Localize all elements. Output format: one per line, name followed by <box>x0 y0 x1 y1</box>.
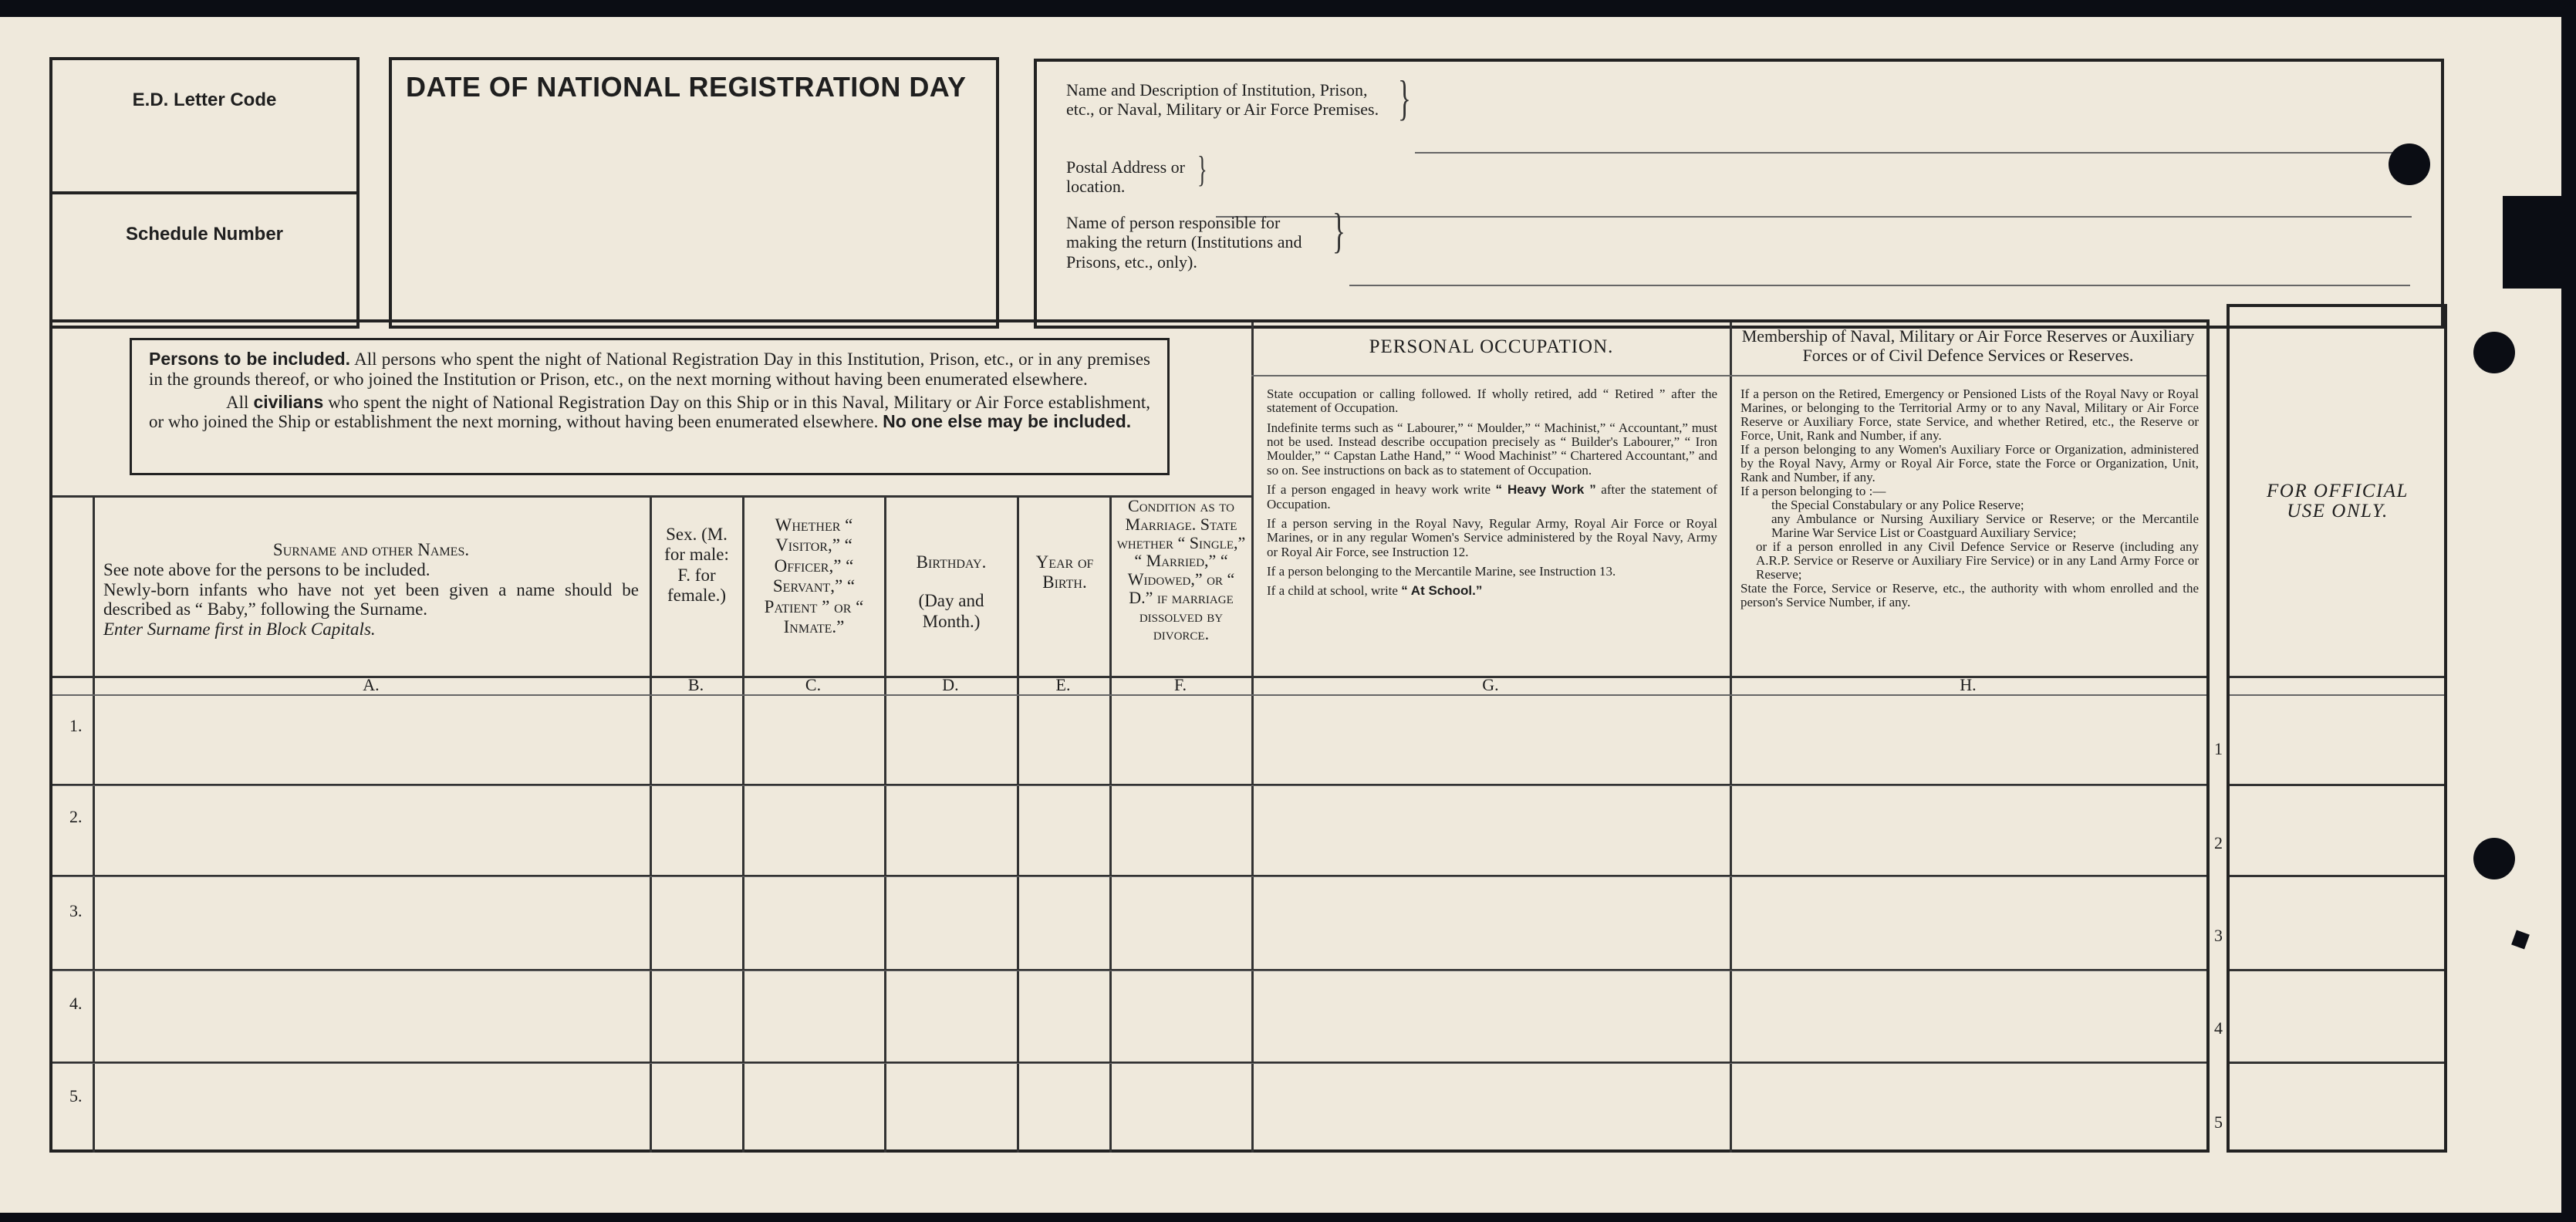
col-a-header: Surname and other Names. See note above for the persons to be included. Newly-born infants who have not yet been given a name should be described as “ Baby,” following the Surname. Enter Surname first in Block Capitals. <box>103 540 639 639</box>
col-h-letter: H. <box>1960 675 1977 694</box>
row-number-5: 5. <box>69 1086 83 1106</box>
date-box[interactable] <box>389 57 999 329</box>
punch-hole-lower-right <box>2473 838 2515 879</box>
col-f-letter: F. <box>1174 675 1187 694</box>
institution-box: Name and Description of Institution, Prison, etc., or Naval, Military or Air Force Premises. } Postal Address or location. } Name of person responsible for making the return (Institutions and Prisons, etc., only). } <box>1034 59 2444 329</box>
table-row[interactable] <box>94 878 2205 967</box>
instructions-paragraph-2: All civilians who spent the night of National Registration Day on this Ship or in this Naval, Military or Air Force establishment, or who joined the Ship or establishment the next morning, without having been enumerated elsewhere. No one else may be included. <box>149 391 1150 432</box>
row-number-2: 2. <box>69 807 83 826</box>
col-g-letter: G. <box>1482 675 1499 694</box>
col-g-instructions: State occupation or calling followed. If wholly retired, add “ Retired ” after the statement of Occupation. Indefinite terms such as “ Labourer,” “ Moulder,” “ Machinist,” “ Accountant,” must not be used. Instead describe occupation precisely as “ Builder's Labourer,” “ Iron Moulder,” “ Capstan Lathe Hand,” “ Wood Machinist” “ Chartered Accountant,” and so on. See instructions on back as to statement of Occupation. If a person engaged in heavy work write “ Heavy Work ” after the statement of Occupation. If a person serving in the Royal Navy, Regular Army, Royal Air Force or Royal Marines, or in any regular Women's Service administered by the Royal Navy, Army or Royal Air Force, see Instruction 12. If a person belonging to the Mercantile Marine, see Instruction 13. If a child at school, write “ At School.” <box>1267 387 1718 599</box>
punch-hole-upper-right <box>2473 332 2515 373</box>
col-f-header: Condition as to Marriage. State whether “ Single,” “ Married,” “ Widowed,” or “ D.” if marriage dissolved by divorce. <box>1116 496 1246 644</box>
official-use-label: FOR OFFICIAL USE ONLY. <box>2267 481 2409 522</box>
punch-hole-top <box>2389 143 2430 185</box>
binding-tab <box>2503 196 2561 289</box>
col-d-header: Birthday. (Day and Month.) <box>916 552 987 631</box>
ed-letter-code-label: E.D. Letter Code <box>132 89 277 110</box>
col-e-letter: E. <box>1055 675 1071 694</box>
official-use-box <box>2227 304 2447 1153</box>
row-number-4: 4. <box>69 994 83 1013</box>
form-sheet <box>0 17 2561 1213</box>
row-number-3: 3. <box>69 901 83 920</box>
postal-label: Postal Address or location. <box>1066 157 1185 197</box>
institution-entry-line[interactable] <box>1415 152 2410 154</box>
schedule-number-label: Schedule Number <box>125 224 284 245</box>
col-b-header: Sex. (M. for male: F. for female.) <box>664 525 729 606</box>
col-d-letter: D. <box>942 675 959 694</box>
responsible-label: Name of person responsible for making the return (Institutions and Prisons, etc., only). <box>1066 213 1302 272</box>
instructions-box <box>130 338 1170 475</box>
responsible-entry-line[interactable] <box>1349 285 2410 286</box>
persons-included-heading: Persons to be included. <box>149 349 351 369</box>
col-b-letter: B. <box>687 675 704 694</box>
official-row-4: 4 <box>2214 1018 2223 1038</box>
official-row-5: 5 <box>2214 1112 2223 1132</box>
col-c-letter: C. <box>805 675 822 694</box>
main-table <box>49 319 2210 1153</box>
col-g-title: PERSONAL OCCUPATION. <box>1369 336 1614 357</box>
col-e-header: Year of Birth. <box>1035 552 1094 592</box>
official-row-2: 2 <box>2214 833 2223 852</box>
ed-letter-code-box <box>49 57 360 329</box>
binding-notch <box>2511 930 2530 950</box>
official-row-1: 1 <box>2214 739 2223 758</box>
col-a-letter: A. <box>363 675 380 694</box>
institution-label: Name and Description of Institution, Prison, etc., or Naval, Military or Air Force Premises. <box>1066 80 1379 120</box>
official-row-3: 3 <box>2214 926 2223 945</box>
row-number-1: 1. <box>69 716 83 735</box>
date-title: DATE OF NATIONAL REGISTRATION DAY <box>406 71 967 103</box>
table-row[interactable] <box>94 697 2205 782</box>
table-row[interactable] <box>94 972 2205 1060</box>
no-one-else-note: No one else may be included. <box>883 411 1132 432</box>
table-row[interactable] <box>94 1065 2205 1149</box>
instructions-paragraph-1: Persons to be included. All persons who spent the night of National Registration Day in this Institution, Prison, etc., or in any premises in the grounds thereof, or who joined the Institution or Prison, etc., on the next morning without having been enumerated elsewhere. <box>149 349 1150 389</box>
col-c-header: Whether “ Visitor,” “ Officer,” “ Servant,” “ Patient ” or “ Inmate.” <box>764 515 864 637</box>
postal-entry-line[interactable] <box>1216 216 2412 218</box>
col-h-instructions: If a person on the Retired, Emergency or Pensioned Lists of the Royal Navy or Royal Marines, or belonging to the Territorial Army or to any Naval, Military or Air Force Reserve or Auxiliary Force, state Service, and whether Retired, etc., the Reserve or Force, Unit, Rank and Number, if any. If a person belonging to any Women's Auxiliary Force or Organization, administered by the Royal Navy, Army or Royal Air Force, state the Force or Organization, Unit, Rank and Number, if any. If a person belonging to :— the Special Constabulary or any Police Reserve; any Ambulance or Nursing Auxiliary Service or Reserve; or the Mercantile Marine War Service List or Coastguard Auxiliary Service; or if a person enrolled in any Civil Defence Service or Reserve (including any A.R.P. Service or Reserve or Auxiliary Fire Service) or in any Land Army Force or Reserve; State the Force, Service or Reserve, etc., the authority with whom enrolled and the person's Service Number, if any. <box>1740 387 2199 610</box>
table-row[interactable] <box>94 787 2205 873</box>
col-h-title: Membership of Naval, Military or Air Force Reserves or Auxiliary Forces or of Civil Defence Services or Reserves. <box>1741 326 2195 365</box>
